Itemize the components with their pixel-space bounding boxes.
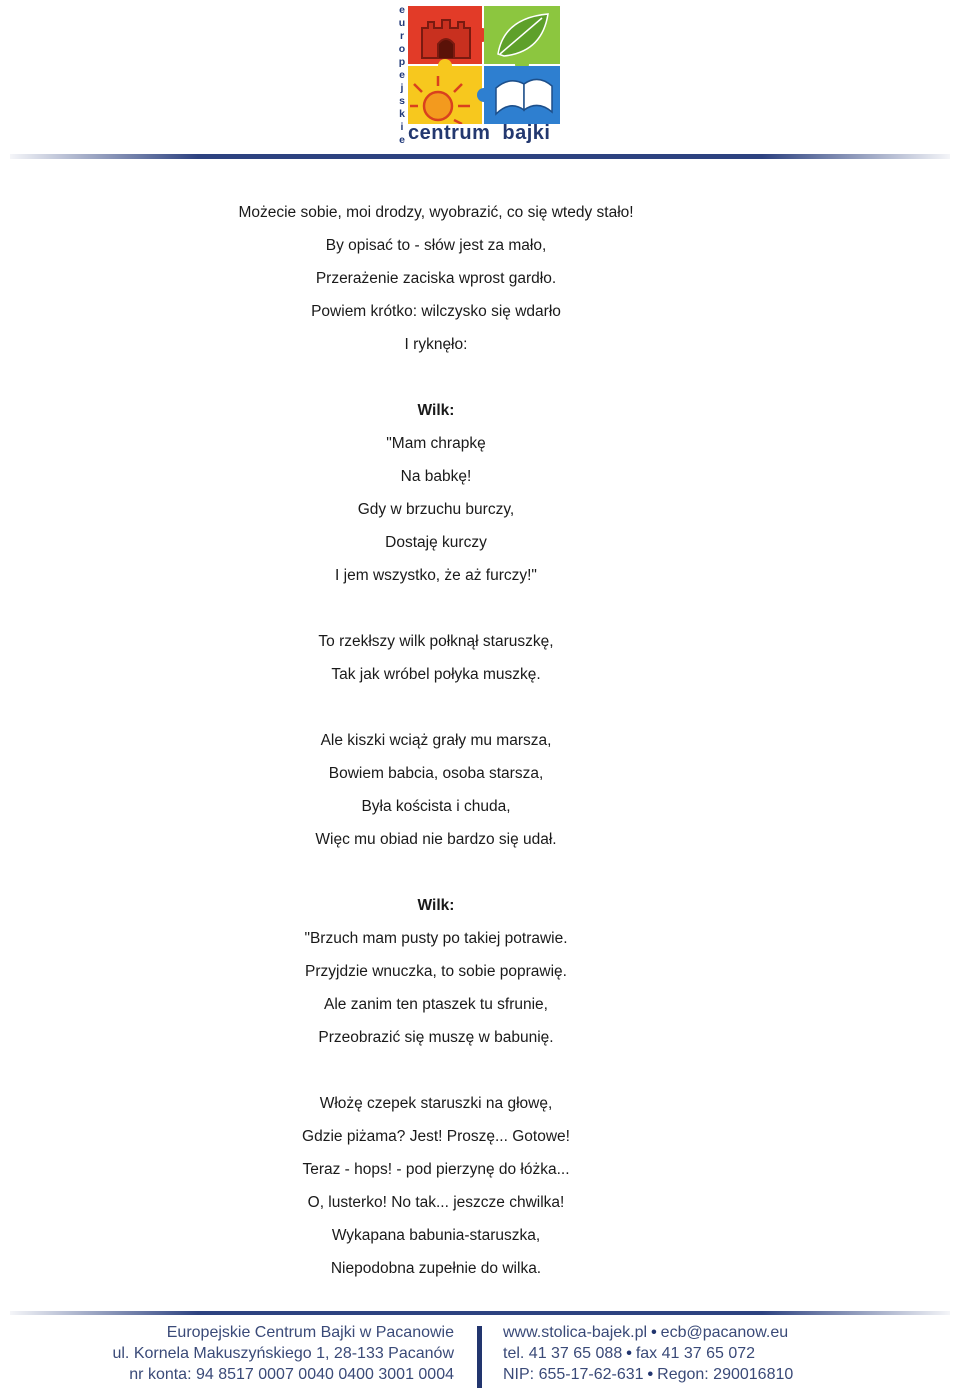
page-header	[0, 0, 960, 165]
poem-line: Możecie sobie, moi drodzy, wyobrazić, co się wtedy stało!	[238, 204, 634, 221]
logo-letter: u	[398, 17, 406, 29]
footer-contact-block	[503, 1322, 793, 1385]
logo-letter: p	[398, 56, 406, 68]
poem-line: Teraz - hops! - pod pierzynę do łóżka...	[302, 1161, 570, 1178]
footer-website-link[interactable]: www.stolica-bajek.pl	[503, 1324, 648, 1341]
footer-regon: Regon: 290016810	[657, 1366, 794, 1383]
page-footer	[0, 1316, 960, 1399]
poem-line: Powiem krótko: wilczysko się wdarło	[311, 303, 561, 320]
footer-address-block	[112, 1322, 454, 1385]
poem-line: I ryknęło:	[404, 336, 468, 353]
logo-letter: s	[399, 95, 405, 107]
logo-wordmark	[408, 122, 560, 145]
poem-line: Dostaję kurczy	[385, 534, 487, 551]
footer-organization-name: Europejskie Centrum Bajki w Pacanowie	[166, 1324, 454, 1341]
puzzle-logo-icon	[408, 6, 560, 124]
footer-bank-account: nr konta: 94 8517 0007 0040 0400 3001 0004	[129, 1366, 454, 1383]
stanza-gap	[0, 695, 872, 728]
poem-text	[0, 200, 872, 1289]
footer-bullet: •	[651, 1324, 657, 1341]
footer-bullet: •	[647, 1366, 654, 1383]
poem-line: Na babkę!	[400, 468, 472, 485]
speaker-label: Wilk:	[417, 402, 455, 419]
header-divider	[10, 154, 950, 159]
footer-street-address: ul. Kornela Makuszyńskiego 1, 28-133 Pacanów	[112, 1345, 454, 1362]
poem-line: Przeobrazić się muszę w babunię.	[318, 1029, 554, 1046]
logo-word-centrum: centrum	[408, 122, 491, 144]
stanza-gap	[0, 860, 872, 893]
stanza-gap	[0, 596, 872, 629]
poem-line: O, lusterko! No tak... jeszcze chwilka!	[307, 1194, 565, 1211]
poem-line: I jem wszystko, że aż furczy!"	[335, 567, 537, 584]
poem-line: Ale zanim ten ptaszek tu sfrunie,	[323, 996, 548, 1013]
poem-line: Ale kiszki wciąż grały mu marsza,	[320, 732, 552, 749]
poem-line: "Brzuch mam pusty po takiej potrawie.	[304, 930, 568, 947]
poem-line: "Mam chrapkę	[386, 435, 486, 452]
logo-letter: e	[399, 4, 405, 16]
poem-line: Gdy w brzuchu burczy,	[357, 501, 515, 518]
footer-fax: fax 41 37 65 072	[635, 1345, 756, 1362]
stanza-gap	[0, 1058, 872, 1091]
poem-line: By opisać to - słów jest za mało,	[325, 237, 547, 254]
poem-line: Włożę czepek staruszki na głowę,	[319, 1095, 553, 1112]
poem-line: Gdzie piżama? Jest! Proszę... Gotowe!	[302, 1128, 570, 1145]
footer-phone: tel. 41 37 65 088	[503, 1345, 623, 1362]
poem-line: Więc mu obiad nie bardzo się udał.	[315, 831, 557, 848]
europejskie-centrum-bajki-logo	[396, 4, 566, 148]
castle-icon	[422, 20, 470, 58]
logo-letter: i	[400, 121, 404, 133]
footer-divider-rule	[10, 1311, 950, 1315]
footer-nip: NIP: 655-17-62-631	[503, 1366, 644, 1383]
poem-line: Przerażenie zaciska wprost gardło.	[315, 270, 557, 287]
poem-line: Była koścista i chuda,	[361, 798, 511, 815]
speaker-label: Wilk:	[417, 897, 455, 914]
poem-line: Bowiem babcia, osoba starsza,	[328, 765, 544, 782]
poem-line: Niepodobna zupełnie do wilka.	[330, 1260, 542, 1277]
footer-email-link[interactable]: ecb@pacanow.eu	[660, 1324, 789, 1341]
logo-letter: j	[400, 82, 404, 94]
logo-vertical-text	[396, 4, 408, 147]
footer-bullet: •	[626, 1345, 632, 1362]
logo-letter: k	[399, 108, 405, 120]
logo-word-bajki: bajki	[502, 122, 551, 144]
poem-line: Tak jak wróbel połyka muszkę.	[331, 666, 541, 683]
logo-letter: e	[399, 69, 405, 81]
stanza-gap	[0, 365, 872, 398]
poem-line: To rzekłszy wilk połknął staruszkę,	[318, 633, 554, 650]
logo-letter: e	[399, 134, 405, 146]
logo-letter: o	[398, 43, 406, 55]
poem-line: Przyjdzie wnuczka, to sobie poprawię.	[305, 963, 567, 980]
poem-line: Wykapana babunia-staruszka,	[331, 1227, 541, 1244]
footer-vertical-divider	[477, 1326, 482, 1388]
logo-letter: r	[399, 30, 405, 42]
